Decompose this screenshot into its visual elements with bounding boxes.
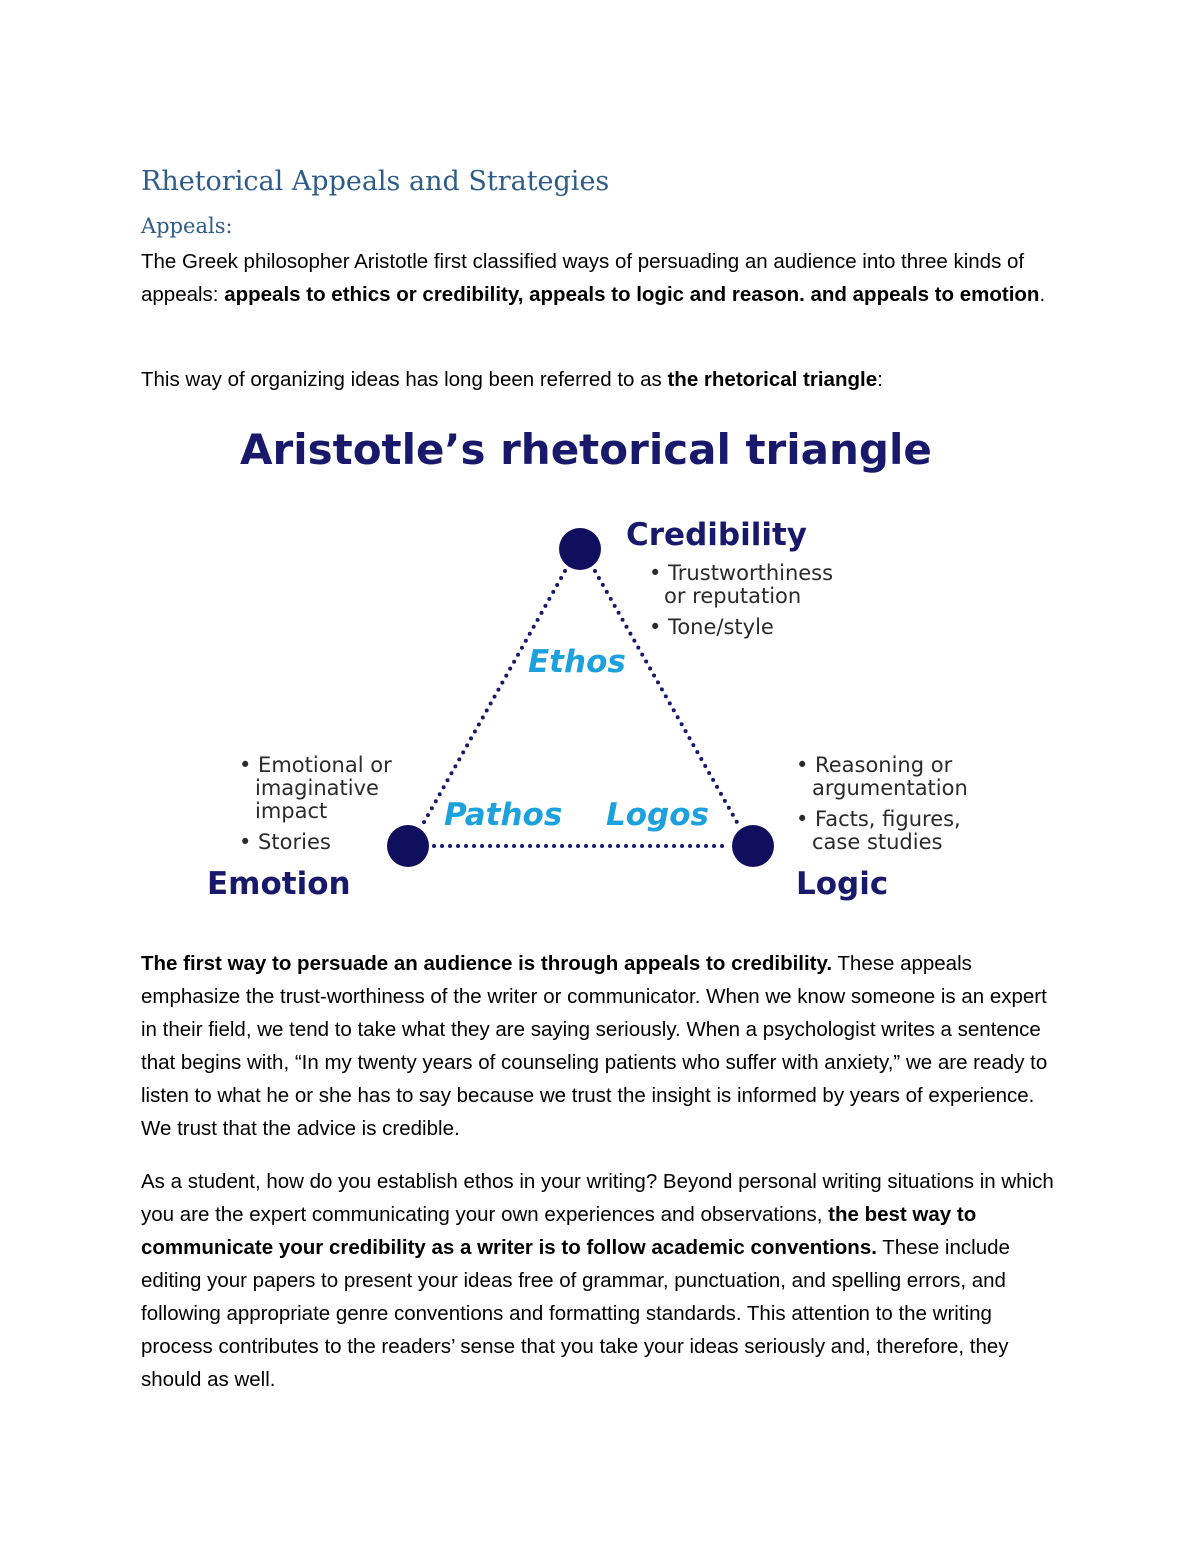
paragraph-intro-text: The Greek philosopher Aristotle first classified ways of persuading an audience into three kinds of appeals:	[141, 250, 1025, 306]
paragraph-intro-end: .	[1039, 283, 1046, 306]
paragraph-triangle-text: This way of organizing ideas has long been referred to as	[141, 368, 668, 391]
paragraph-triangle-intro	[141, 363, 1061, 396]
emotion-bullet-2: • Stories	[239, 830, 331, 854]
logic-bullet-1-line-1: • Reasoning or	[796, 753, 953, 777]
label-emotion: Emotion	[207, 866, 351, 902]
edge-credibility-logic	[595, 571, 738, 824]
label-credibility: Credibility	[626, 517, 807, 553]
section-heading-appeals: Appeals:	[141, 214, 233, 238]
page-title: Rhetorical Appeals and Strategies	[141, 166, 610, 197]
emotion-bullet-1-line-3: impact	[255, 799, 328, 823]
paragraph-intro-bold: appeals to ethics or credibility, appeals to logic and reason. and appeals to emotion	[224, 283, 1040, 306]
paragraph-student-text: As a student, how do you establish ethos in your writing? Beyond personal writing situations in which you are the expert communicating your own experiences and observations,	[141, 1170, 1054, 1226]
paragraph-student-bold: the best way to communicate your credibility as a writer is to follow academic conventions.	[141, 1203, 977, 1259]
credibility-bullet-1-line-1: • Trustworthiness	[649, 561, 834, 585]
paragraph-triangle-end: :	[877, 368, 883, 391]
credibility-bullet-1-line-2: or reputation	[664, 584, 802, 608]
paragraph-student-end: These include editing your papers to present your ideas free of grammar, punctuation, and spelling errors, and following appropriate genre conventions and formatting standards. This attention to the writing process contributes to the readers’ sense that you take your ideas seriously and, therefore, they should as well.	[141, 1236, 1010, 1391]
label-logos: Logos	[606, 797, 709, 833]
paragraph-credibility-text: These appeals emphasize the trust-worthiness of the writer or communicator. When we know someone is an expert in their field, we tend to take what they are saying seriously. When a psychologist writes a sentence that begins with, “In my twenty years of counseling patients who suffer with anxiety,” we are ready to listen to what he or she has to say because we trust the insight is informed by years of experience. We trust that the advice is credible.	[141, 952, 1048, 1140]
paragraph-intro	[141, 245, 1061, 311]
label-logic: Logic	[796, 866, 889, 902]
credibility-bullet-2: • Tone/style	[649, 615, 774, 639]
paragraph-credibility-bold: The first way to persuade an audience is through appeals to credibility.	[141, 952, 833, 975]
emotion-bullet-1-line-2: imaginative	[255, 776, 379, 800]
paragraph-credibility	[141, 947, 1061, 1145]
diagram-title: Aristotle’s rhetorical triangle	[240, 425, 932, 474]
paragraph-student-ethos	[141, 1165, 1061, 1396]
label-pathos: Pathos	[444, 797, 563, 833]
logic-bullet-2-line-2: case studies	[812, 830, 943, 854]
node-logic	[732, 825, 774, 867]
emotion-bullet-1-line-1: • Emotional or	[239, 753, 392, 777]
paragraph-triangle-bold: the rhetorical triangle	[667, 368, 878, 391]
edge-credibility-emotion	[423, 571, 565, 824]
logic-bullet-1-line-2: argumentation	[812, 776, 968, 800]
node-credibility	[559, 528, 601, 570]
label-ethos: Ethos	[528, 644, 626, 680]
node-emotion	[387, 825, 429, 867]
logic-bullet-2-line-1: • Facts, figures,	[796, 807, 961, 831]
